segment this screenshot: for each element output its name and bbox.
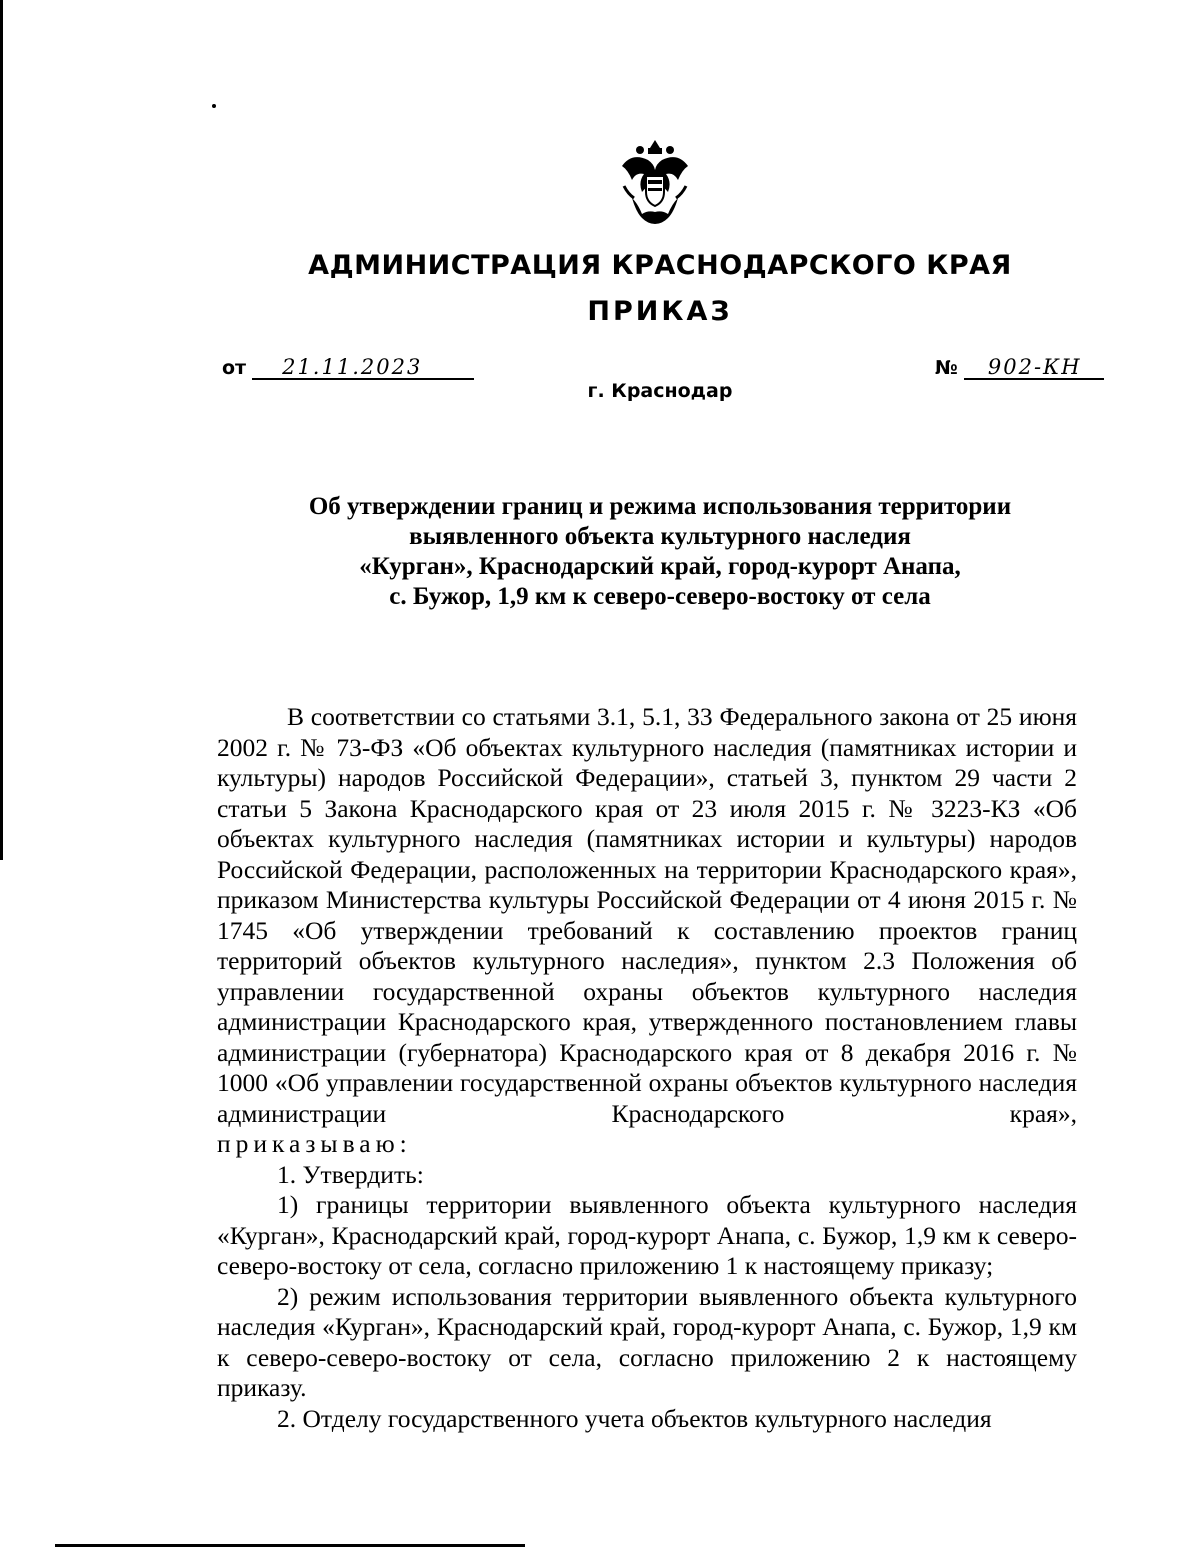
- city: г. Краснодар: [587, 380, 733, 402]
- document-type: ПРИКАЗ: [587, 296, 733, 327]
- coat-of-arms-icon: [610, 136, 700, 226]
- item-1-2: 2) режим использования территории выявленного объекта культурного наследия «Курган», Краснодарский край, город-курорт Анапа, с. Бужор, 1,9 км к северо-северо-востоку от села, согласно приложению 2 к настоящему приказу.: [217, 1281, 1077, 1402]
- number-prefix: №: [935, 357, 958, 379]
- order-word: приказываю:: [217, 1129, 412, 1158]
- item-2: 2. Отделу государственного учета объектов культурного наследия: [277, 1403, 992, 1433]
- footer-rule: [55, 1544, 525, 1547]
- date-value: 21.11.2023: [252, 356, 474, 380]
- document-title: [250, 492, 1070, 612]
- title-line: выявленного объекта культурного наследия: [409, 523, 911, 550]
- preamble-paragraph: В соответствии со статьями 3.1, 5.1, 33 Федерального закона от 25 июня 2002 г. № 73-ФЗ «Об объектах культурного наследия (памятниках истории и культуры) народов Российской Федерации», статьей 3, пунктом 29 части 2 статьи 5 Закона Краснодарского края от 23 июля 2015 г. № 3223-КЗ «Об объектах культурного наследия (памятниках истории и культуры) народов Российской Федерации, расположенных на территории Краснодарского края», приказом Министерства культуры Российской Федерации от 4 июня 2015 г. № 1745 «Об утверждении требований к составлению проектов границ территорий объектов культурного наследия», пунктом 2.3 Положения об управлении государственной охраны объектов культурного наследия администрации Краснодарского края, утвержденного постановлением главы администрации (губернатора) Краснодарского края от 8 декабря 2016 г. № 1000 «Об управлении государственной охраны объектов культурного наследия администрации Краснодарского края»,: [217, 702, 1077, 1128]
- title-line: с. Бужор, 1,9 км к северо-северо-востоку от села: [389, 583, 931, 610]
- scan-edge-line: [0, 0, 3, 860]
- item-1-1: 1) границы территории выявленного объекта культурного наследия «Курган», Краснодарский край, город-курорт Анапа, с. Бужор, 1,9 км к северо-северо-востоку от села, согласно приложению 1 к настоящему приказу;: [217, 1190, 1077, 1280]
- date-prefix: от: [222, 357, 247, 379]
- number-value: 902-КН: [964, 356, 1104, 380]
- date-field: [222, 356, 474, 380]
- document-body: [217, 702, 1077, 1434]
- item-1: 1. Утвердить:: [277, 1159, 424, 1189]
- title-line: Об утверждении границ и режима использования территории: [308, 493, 1012, 520]
- organization-name: АДМИНИСТРАЦИЯ КРАСНОДАРСКОГО КРАЯ: [308, 250, 1012, 281]
- title-line: «Курган», Краснодарский край, город-курорт Анапа,: [359, 553, 961, 580]
- scan-dot: [212, 104, 216, 108]
- number-field: [935, 356, 1104, 380]
